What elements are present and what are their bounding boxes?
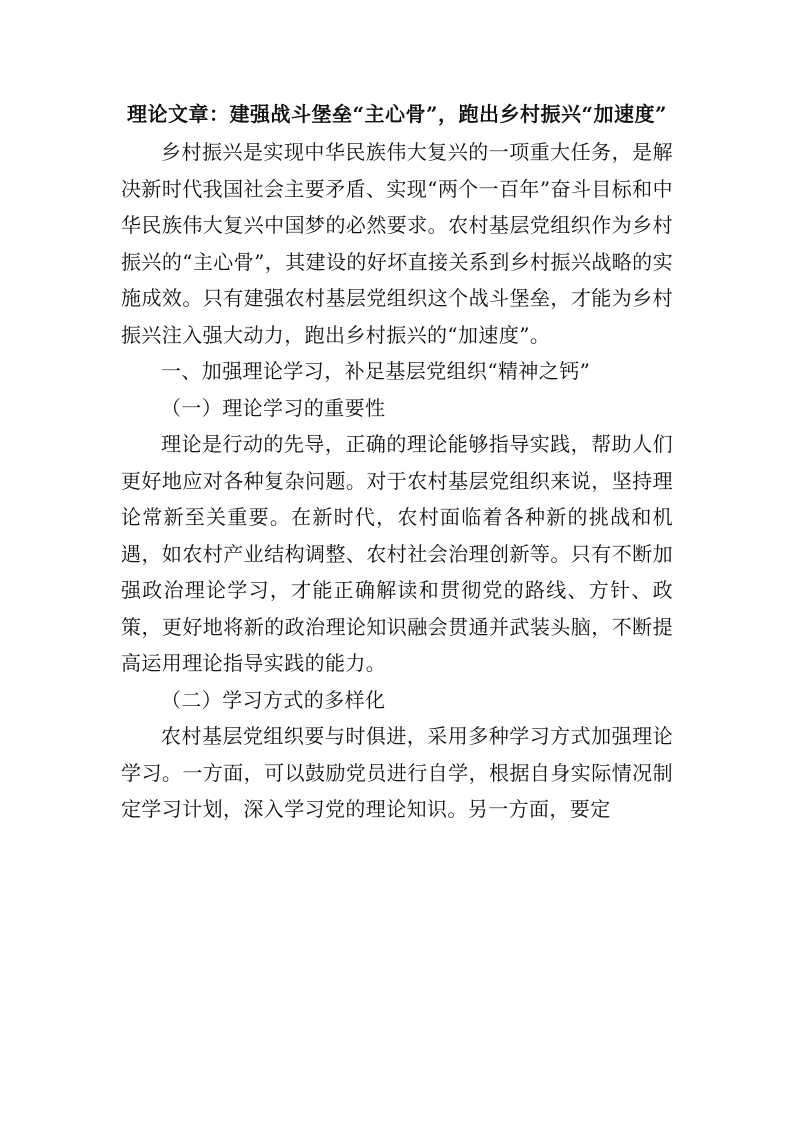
subsection-heading-2: （二）学习方式的多样化 — [161, 687, 386, 712]
document-title: 理论文章：建强战斗堡垒“主心骨”，跑出乡村振兴“加速度” — [126, 102, 667, 126]
document-body — [121, 95, 673, 828]
section-heading-1: 一、加强理论学习，补足基层党组织“精神之钙” — [161, 359, 591, 383]
subsection-paragraph-1: 理论是行动的先导，正确的理论能够指导实践，帮助人们更好地应对各种复杂问题。对于农村基层党组织来说，坚持理论常新至关重要。在新时代，农村面临着各种新的挑战和机遇，如农村产业结构调整、农村社会治理创新等。只有不断加强政治理论学习，才能正确解读和贯彻党的路线、方针、政策，更好地将新的政治理论知识融会贯通并武装头脑，不断提高运用理论指导实践的能力。 — [121, 432, 673, 675]
subsection-paragraph-2: 农村基层党组织要与时俱进，采用多种学习方式加强理论学习。一方面，可以鼓励党员进行自学，根据自身实际情况制定学习计划，深入学习党的理论知识。另一方面，要定 — [121, 724, 673, 821]
subsection-heading-1: （一）理论学习的重要性 — [161, 395, 386, 420]
intro-paragraph: 乡村振兴是实现中华民族伟大复兴的一项重大任务，是解决新时代我国社会主要矛盾、实现“两个一百年”奋斗目标和中华民族伟大复兴中国梦的必然要求。农村基层党组织作为乡村振兴的“主心骨”，其建设的好坏直接关系到乡村振兴战略的实施成效。只有建强农村基层党组织这个战斗堡垒，才能为乡村振兴注入强大动力，跑出乡村振兴的“加速度”。 — [121, 140, 673, 347]
